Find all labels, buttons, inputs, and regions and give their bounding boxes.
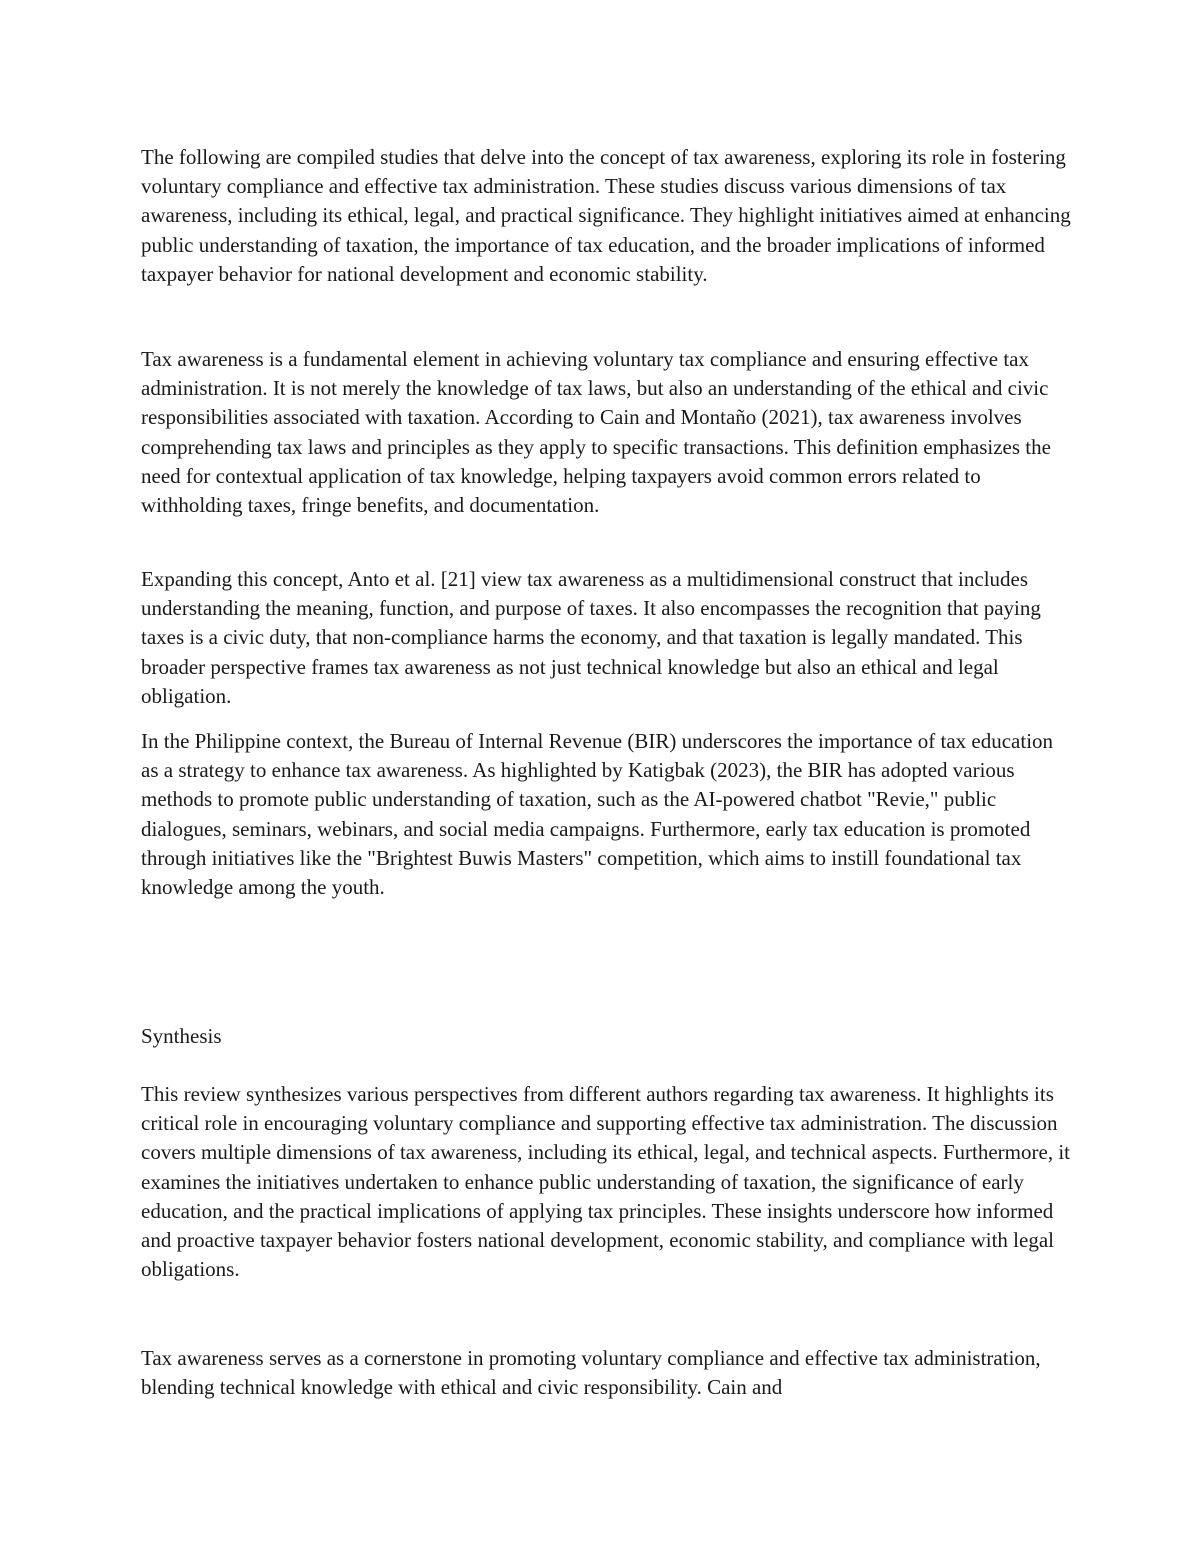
section-heading-synthesis: Synthesis xyxy=(141,1024,222,1048)
body-paragraph-definition: Tax awareness is a fundamental element in achieving voluntary tax compliance and ensuring effective tax administration. It is not merely the knowledge of tax laws, but also an understanding of the ethical and civic responsibilities associated with taxation. According to Cain and Montaño (2021), tax awareness involves comprehending tax laws and principles as they apply to specific transactions. This definition emphasizes the need for contextual application of tax knowledge, helping taxpayers avoid common errors related to withholding taxes, fringe benefits, and documentation. xyxy=(141,347,1051,518)
intro-paragraph: The following are compiled studies that delve into the concept of tax awareness, exploring its role in fostering voluntary compliance and effective tax administration. These studies discuss various dimensions of tax awareness, including its ethical, legal, and practical significance. They highlight initiatives aimed at enhancing public understanding of taxation, the importance of tax education, and the broader implications of informed taxpayer behavior for national development and economic stability. xyxy=(141,145,1071,286)
body-paragraph-anto: Expanding this concept, Anto et al. [21] view tax awareness as a multidimensional construct that includes understanding the meaning, function, and purpose of taxes. It also encompasses the recognition that paying taxes is a civic duty, that non-compliance harms the economy, and that taxation is legally mandated. This broader perspective frames tax awareness as not just technical knowledge but also an ethical and legal obligation. xyxy=(141,567,1041,708)
synthesis-paragraph: This review synthesizes various perspectives from different authors regarding tax awareness. It highlights its critical role in encouraging voluntary compliance and supporting effective tax administration. The discussion covers multiple dimensions of tax awareness, including its ethical, legal, and technical aspects. Furthermore, it examines the initiatives undertaken to enhance public understanding of taxation, the significance of early education, and the practical implications of applying tax principles. These insights underscore how informed and proactive taxpayer behavior fosters national development, economic stability, and compliance with legal obligations. xyxy=(141,1082,1070,1282)
body-paragraph-philippine-context: In the Philippine context, the Bureau of Internal Revenue (BIR) underscores the importance of tax education as a strategy to enhance tax awareness. As highlighted by Katigbak (2023), the BIR has adopted various methods to promote public understanding of taxation, such as the AI-powered chatbot "Revie," public dialogues, seminars, webinars, and social media campaigns. Furthermore, early tax education is promoted through initiatives like the "Brightest Buwis Masters" competition, which aims to instill foundational tax knowledge among the youth. xyxy=(141,729,1054,900)
synthesis-paragraph-continued: Tax awareness serves as a cornerstone in promoting voluntary compliance and effective tax administration, blending technical knowledge with ethical and civic responsibility. Cain and xyxy=(141,1346,1041,1400)
